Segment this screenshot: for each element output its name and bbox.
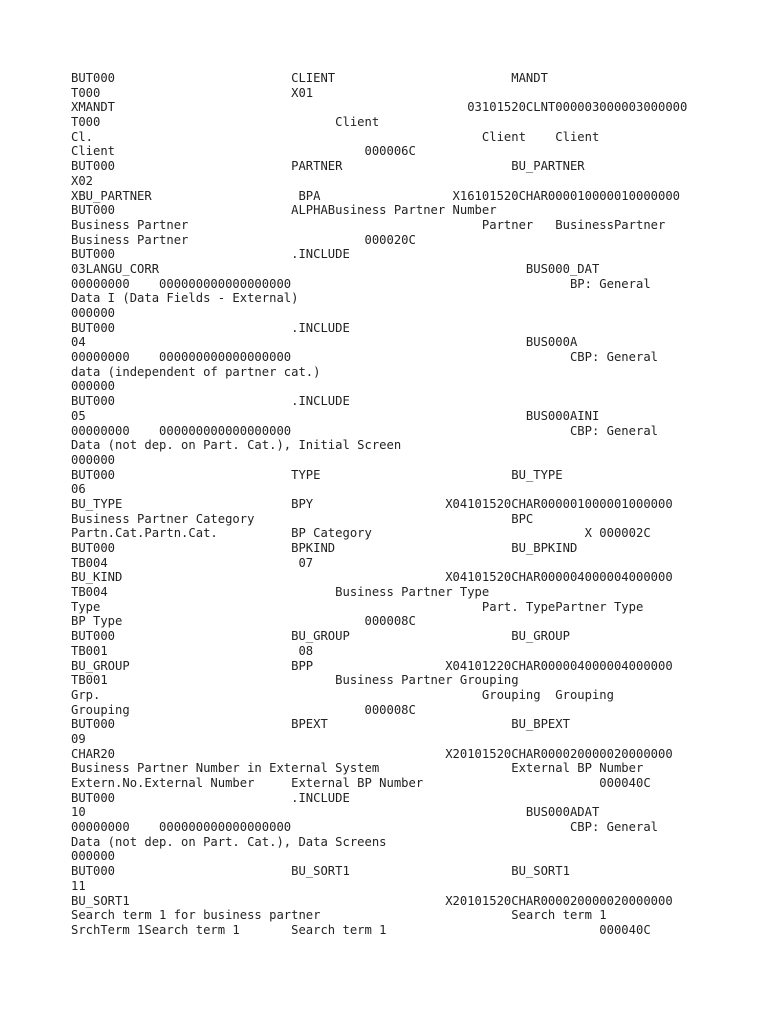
text-line: 000000 [71,306,116,320]
text-line: BUT000 PARTNER BU_PARTNER [71,159,585,174]
document-text [71,71,711,938]
text-line: T000 Client [71,115,380,130]
text-line: BUT000 .INCLUDE [71,247,350,262]
text-line: Business Partner 000020C [71,232,416,247]
text-line: BUT000 ALPHABusiness Partner Number [71,203,497,218]
text-line: 11 [71,878,86,893]
text-line: Data (not dep. on Part. Cat.), Data Screens [71,834,387,849]
text-line: 00000000 000000000000000000 CBP: General [71,350,658,365]
text-line: TB004 Business Partner Type [71,585,490,600]
text-line: Search term 1 for business partner Search term 1 [71,908,607,923]
text-line: 00000000 000000000000000000 BP: General [71,276,651,291]
text-line: 000000 [71,379,116,394]
text-line: Data (not dep. on Part. Cat.), Initial Screen [71,438,402,453]
text-line: Business Partner Number in External System External BP Number [71,761,644,776]
text-line: BP Type 000008C [71,614,416,629]
text-line: Extern.No.External Number External BP Number 000040C [71,776,651,790]
text-line: 09 [71,731,86,746]
text-line: 06 [71,482,86,497]
text-line: Partn.Cat.Partn.Cat. BP Category X 000002C [71,526,651,541]
text-line: CHAR20 X20101520CHAR000020000020000000 [71,746,673,761]
text-line: TB004 07 [71,555,314,570]
text-line: BUT000 BPKIND BU_BPKIND [71,541,578,555]
text-line: 000000 [71,849,116,864]
text-line: 00000000 000000000000000000 CBP: General [71,423,658,438]
text-line: Grouping 000008C [71,702,416,717]
text-line: BUT000 .INCLUDE [71,320,350,335]
text-line: TB001 Business Partner Grouping [71,673,519,688]
text-line: BU_SORT1 X20101520CHAR000020000020000000 [71,893,673,908]
text-line: Cl. Client Client [71,129,600,144]
text-line: TB001 08 [71,643,314,658]
text-line: BUT000 .INCLUDE [71,394,350,409]
text-line: 000000 [71,452,116,467]
text-line: XMANDT 03101520CLNT000003000003000000 [71,100,688,115]
text-line: 05 BUS000AINI [71,408,600,423]
text-line: Grp. Grouping Grouping [71,687,614,702]
text-line: Client 000006C [71,144,416,159]
text-line: X02 [71,173,94,188]
text-line: BU_GROUP BPP X04101220CHAR000004000004000000 [71,658,673,673]
text-line: 00000000 000000000000000000 CBP: General [71,820,658,835]
text-line: Type Part. TypePartner Type [71,599,644,614]
text-line: 03LANGU_CORR BUS000_DAT [71,261,600,276]
text-line: data (independent of partner cat.) [71,364,321,379]
text-line: BUT000 TYPE BU_TYPE [71,467,563,482]
text-line: BUT000 BU_GROUP BU_GROUP [71,629,570,644]
text-line: Data I (Data Fields - External) [71,291,299,306]
text-line: 04 BUS000A [71,335,578,350]
text-line: T000 X01 [71,85,314,100]
text-line: Business Partner Category BPC [71,511,534,526]
text-line: BU_TYPE BPY X04101520CHAR000001000001000000 [71,496,673,511]
text-line: XBU_PARTNER BPA X16101520CHAR000010000010000000 [71,188,681,203]
text-line: BUT000 CLIENT MANDT [71,71,548,85]
text-line: BU_KIND X04101520CHAR000004000004000000 [71,570,673,585]
text-line: BUT000 BPEXT BU_BPEXT [71,717,570,732]
text-line: 10 BUS000ADAT [71,805,600,820]
text-line: BUT000 .INCLUDE [71,790,350,805]
text-line: Business Partner Partner BusinessPartner [71,217,666,232]
text-line: BUT000 BU_SORT1 BU_SORT1 [71,864,570,879]
text-line: SrchTerm 1Search term 1 Search term 1 000040C [71,922,651,937]
